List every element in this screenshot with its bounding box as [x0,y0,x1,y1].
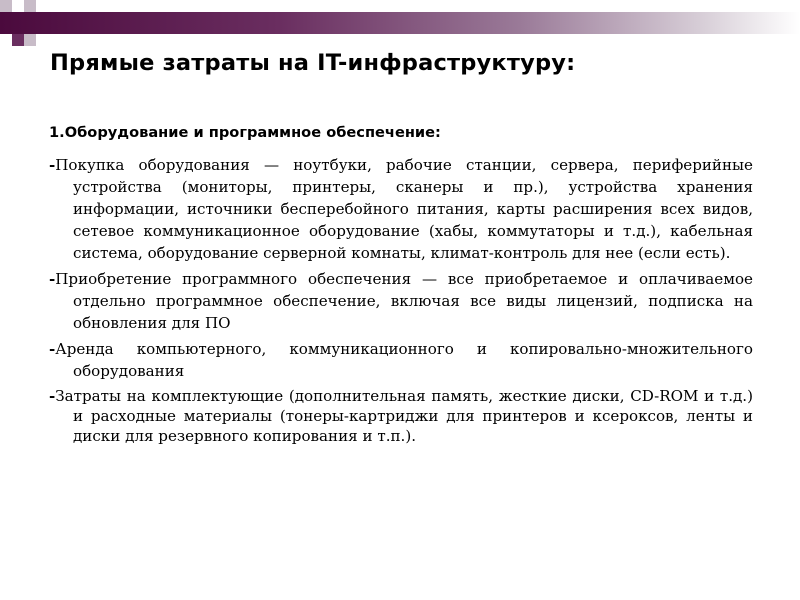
list-item [49,338,753,382]
item-text: Приобретение программного обеспечения — все приобретаемое и оплачиваемое отдельно программное обеспечение, включая все виды лицензий, подписка на обновления для ПО [55,270,753,332]
item-dash: - [49,270,56,288]
list-item [49,268,753,334]
section-heading: 1.Оборудование и программное обеспечение: [49,124,441,141]
decor-square [0,0,12,12]
item-dash: - [49,340,56,358]
item-dash: - [49,156,56,174]
header-gradient-bar [0,12,800,34]
item-text: Аренда компьютерного, коммуникационного и копировально-множительного оборудования [55,340,753,380]
decor-square [24,0,36,12]
item-text: Покупка оборудования — ноутбуки, рабочие станции, сервера, периферийные устройства (мониторы, принтеры, сканеры и пр.), устройства хранения информации, источники бесперебойного питания, карты расширения всех видов, сетевое коммуникационное оборудование (хабы, коммутаторы и т.д.), кабельная система, оборудование серверной комнаты, климат-контроль для нее (если есть). [55,156,753,262]
list-item [49,386,753,446]
item-text: Затраты на комплектующие (дополнительная память, жесткие диски, CD-ROM и т.д.) и расходные материалы (тонеры-картриджи для принтеров и ксероксов, ленты и диски для резервного копирования и т.п.). [55,387,753,445]
decor-square [12,34,24,46]
item-dash: - [49,387,56,405]
decor-square [12,0,24,12]
decor-square [24,34,36,46]
slide-body [49,122,753,450]
slide-title: Прямые затраты на IT-инфраструктуру: [50,50,576,76]
list-item [49,154,753,264]
